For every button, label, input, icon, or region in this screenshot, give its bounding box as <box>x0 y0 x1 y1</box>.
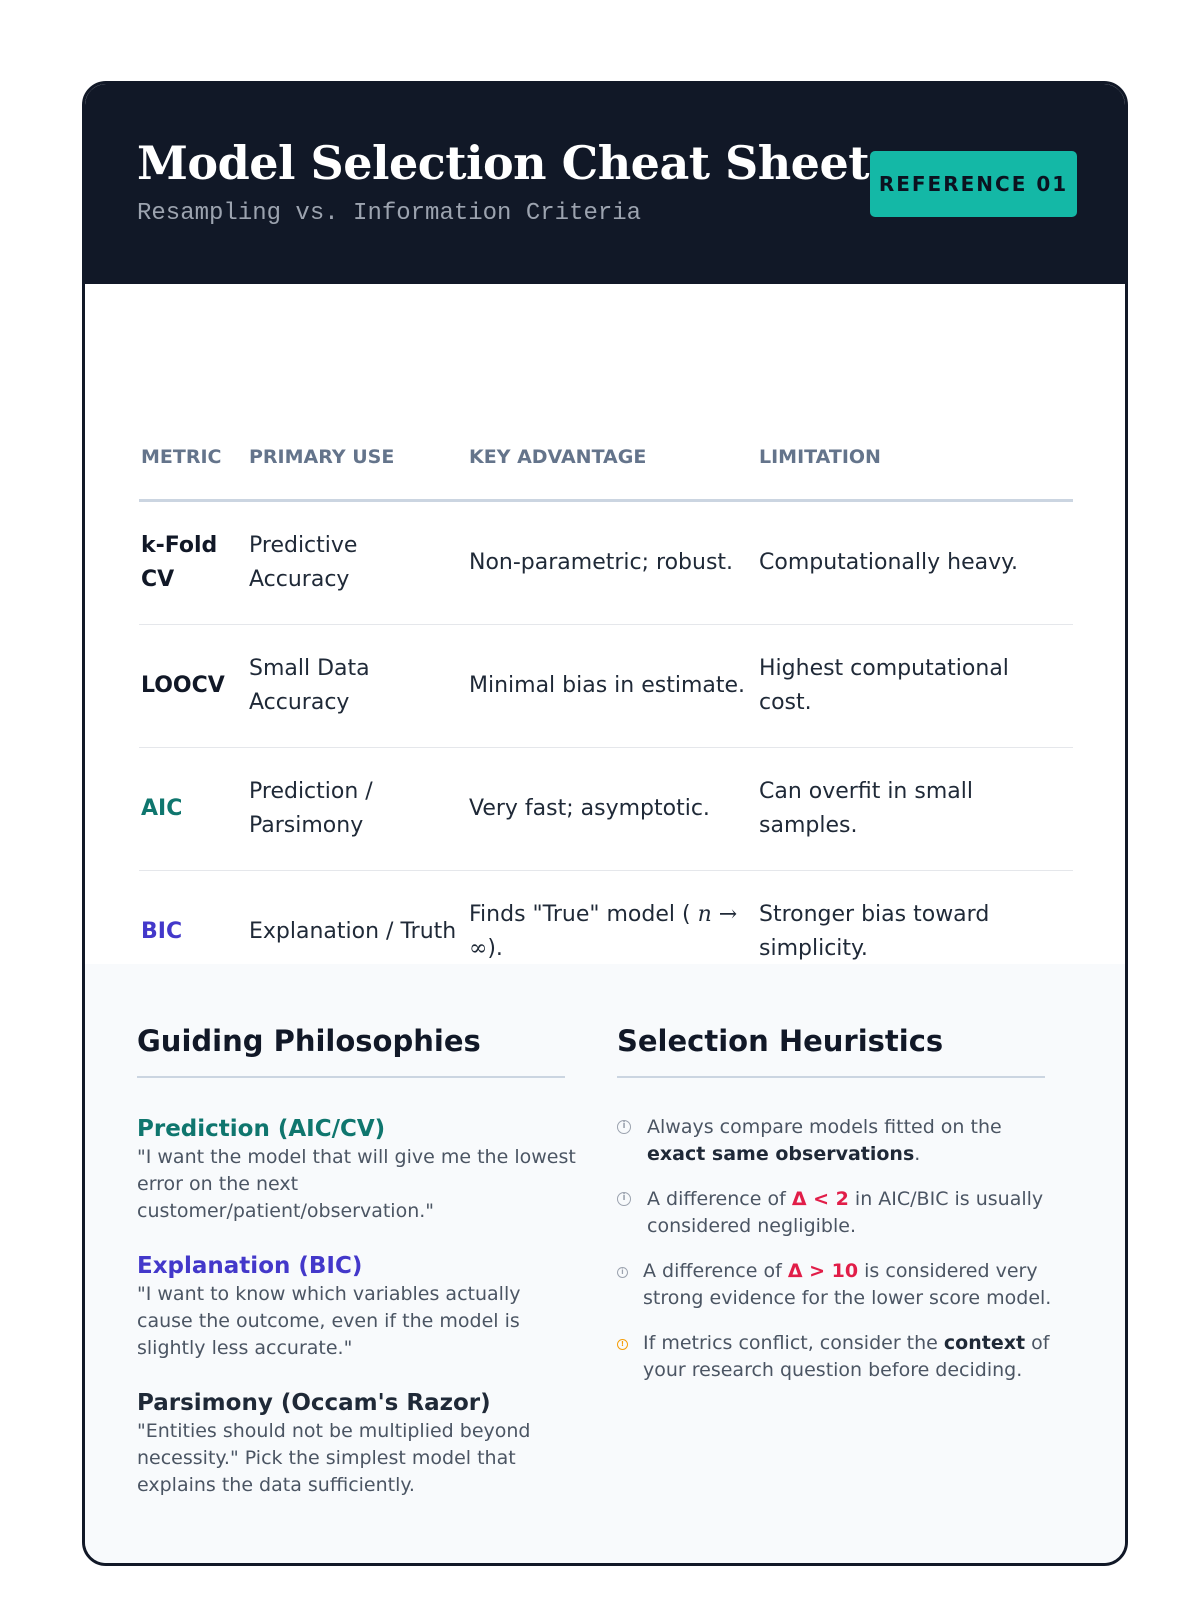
limitation-cell: Highest computational cost. <box>759 656 1009 715</box>
advantage-cell: Minimal bias in estimate. <box>469 673 746 698</box>
metric-cell: LOOCV <box>141 673 225 698</box>
advantage-cell: Very fast; asymptotic. <box>469 796 710 821</box>
advantage-text <box>469 898 751 966</box>
table-header <box>139 352 1073 502</box>
heuristic-text: If metrics conflict, consider the <box>643 1332 944 1354</box>
philosophy-item <box>137 1253 577 1362</box>
advantage-cell: Non-parametric; robust. <box>469 550 734 575</box>
reference-badge: REFERENCE 01 <box>870 151 1077 217</box>
heuristic-text: Always compare models fitted on the <box>647 1116 1002 1138</box>
philosophy-text: "Entities should not be multiplied beyond necessity." Pick the simplest model that explains the data sufficiently. <box>137 1420 531 1496</box>
metric-cell: AIC <box>141 796 183 821</box>
info-icon: i <box>617 1267 628 1278</box>
table-row <box>139 748 1073 871</box>
philosophy-heading: Prediction (AIC/CV) <box>137 1116 386 1142</box>
limit-formula: n → ∞ <box>469 902 738 961</box>
bottom-panel <box>85 964 1125 1566</box>
header <box>85 84 1125 284</box>
use-cell: Prediction / Parsimony <box>249 779 373 838</box>
philosophies-divider <box>137 1076 565 1078</box>
advantage-prefix: Finds "True" model ( <box>469 902 691 927</box>
heuristic-text-end: of your research question before deciding. <box>643 1332 1050 1381</box>
heuristic-text: A difference of <box>647 1188 792 1210</box>
philosophy-heading: Parsimony (Occam's Razor) <box>137 1390 491 1416</box>
philosophy-text: "I want the model that will give me the lowest error on the next customer/patient/observation." <box>137 1146 576 1222</box>
heuristic-item <box>617 1258 1067 1312</box>
heuristic-item <box>617 1330 1067 1384</box>
heuristic-emphasis: exact same observations <box>647 1143 915 1165</box>
heuristic-item <box>617 1114 1057 1168</box>
use-cell: Small Data Accuracy <box>249 656 370 715</box>
info-icon: i <box>617 1120 631 1134</box>
philosophy-heading: Explanation (BIC) <box>137 1253 363 1279</box>
limitation-cell: Can overfit in small samples. <box>759 779 973 838</box>
use-cell: Predictive Accuracy <box>249 533 358 592</box>
table-row <box>139 502 1073 625</box>
table-row <box>139 625 1073 748</box>
heuristic-threshold: Δ > 10 <box>787 1260 859 1282</box>
philosophy-item <box>137 1116 577 1225</box>
page-title: Model Selection Cheat Sheet <box>137 136 869 190</box>
page-subtitle: Resampling vs. Information Criteria <box>137 200 642 227</box>
column-header-key-advantage: KEY ADVANTAGE <box>469 446 647 468</box>
heuristic-item <box>617 1186 1057 1240</box>
metric-cell: k-Fold CV <box>141 533 218 592</box>
limitation-cell: Stronger bias toward simplicity. <box>759 902 990 961</box>
heuristic-text-end: . <box>914 1143 921 1165</box>
metric-cell: BIC <box>141 919 183 944</box>
limitation-cell: Computationally heavy. <box>759 550 1018 575</box>
heuristics-divider <box>617 1076 1045 1078</box>
comparison-table <box>139 352 1073 993</box>
heuristic-text-end: is considered very strong evidence for the lower score model. <box>643 1260 1052 1309</box>
cheat-sheet-card <box>82 81 1128 1566</box>
philosophies-title: Guiding Philosophies <box>137 1024 481 1058</box>
advantage-suffix: ). <box>487 936 503 961</box>
heuristics-title: Selection Heuristics <box>617 1024 944 1058</box>
heuristic-threshold: Δ < 2 <box>791 1188 849 1210</box>
heuristic-text-end: in AIC/BIC is usually considered negligible. <box>647 1188 1044 1237</box>
heuristic-text: A difference of <box>643 1260 788 1282</box>
column-header-primary-use: PRIMARY USE <box>249 446 395 468</box>
heuristic-emphasis: context <box>943 1332 1026 1354</box>
use-cell: Explanation / Truth <box>249 919 457 944</box>
column-header-metric: METRIC <box>141 446 222 468</box>
philosophy-item <box>137 1390 577 1499</box>
philosophy-text: "I want to know which variables actually cause the outcome, even if the model is slightly less accurate." <box>137 1283 521 1359</box>
info-icon: i <box>617 1192 631 1206</box>
warning-icon: ! <box>617 1339 628 1350</box>
column-header-limitation: LIMITATION <box>759 446 881 468</box>
